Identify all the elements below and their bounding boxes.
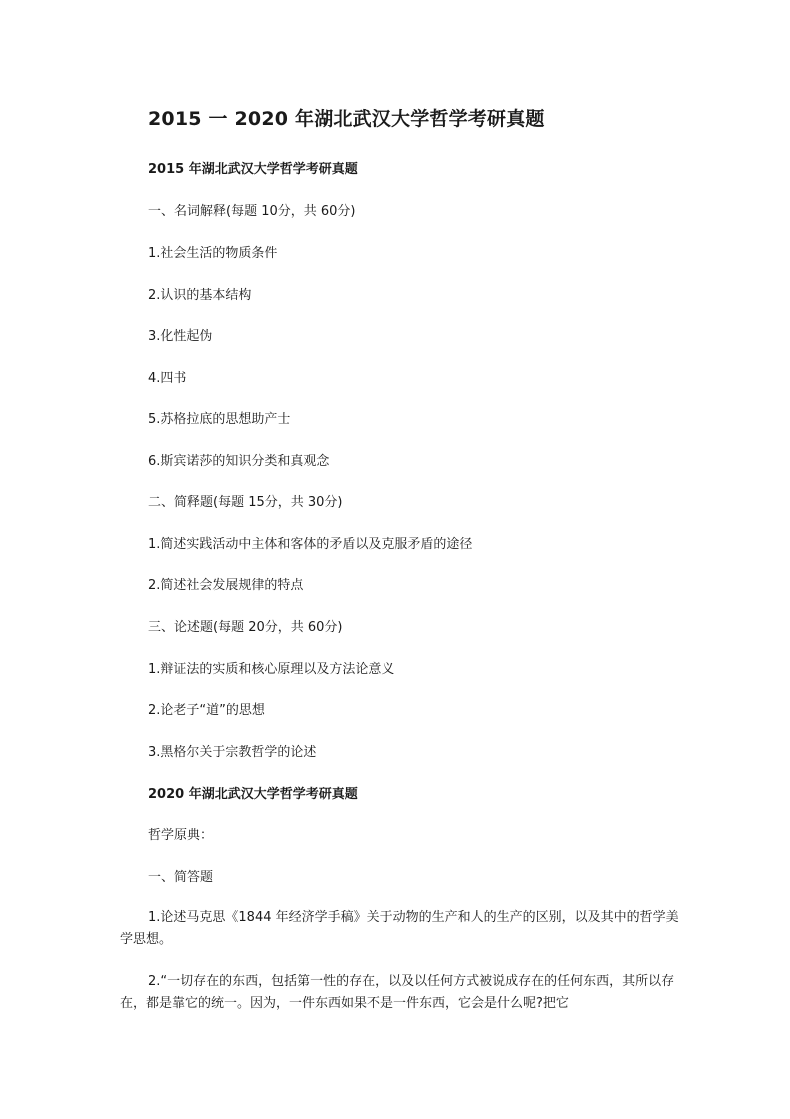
list-item: 1.辩证法的实质和核心原理以及方法论意义 bbox=[148, 662, 395, 677]
part1-heading: 一、名词解释(每题 10分，共 60分) bbox=[148, 204, 356, 219]
list-item: 1.简述实践活动中主体和客体的矛盾以及克服矛盾的途径 bbox=[148, 537, 473, 552]
list-item: 2.论老子“道”的思想 bbox=[148, 703, 265, 718]
section-2020-subheading: 哲学原典： bbox=[148, 828, 214, 843]
list-item: 2.认识的基本结构 bbox=[148, 288, 252, 303]
part1-heading: 一、简答题 bbox=[148, 870, 214, 885]
list-item: 3.黑格尔关于宗教哲学的论述 bbox=[148, 745, 317, 760]
question-paragraph: 1.论述马克思《1844 年经济学手稿》关于动物的生产和人的生产的区别，以及其中的哲学美学思想。 bbox=[120, 910, 679, 947]
list-item: 4.四书 bbox=[148, 371, 187, 386]
section-2015-heading: 2015 年湖北武汉大学哲学考研真题 bbox=[148, 162, 358, 177]
list-item: 3.化性起伪 bbox=[148, 329, 213, 344]
section-2020-heading: 2020 年湖北武汉大学哲学考研真题 bbox=[148, 787, 358, 802]
part3-heading: 三、论述题(每题 20分，共 60分) bbox=[148, 620, 343, 635]
list-item: 1.社会生活的物质条件 bbox=[148, 246, 278, 261]
list-item: 2.简述社会发展规律的特点 bbox=[148, 578, 304, 593]
question-paragraph: 2.“一切存在的东西，包括第一性的存在，以及以任何方式被说成存在的任何东西，其所以存在，都是靠它的统一。因为，一件东西如果不是一件东西，它会是什么呢?把它 bbox=[120, 974, 675, 1011]
document-title: 2015 一 2020 年湖北武汉大学哲学考研真题 bbox=[148, 108, 545, 130]
list-item: 6.斯宾诺莎的知识分类和真观念 bbox=[148, 454, 330, 469]
list-item: 5.苏格拉底的思想助产士 bbox=[148, 412, 291, 427]
part2-heading: 二、简释题(每题 15分，共 30分) bbox=[148, 495, 343, 510]
